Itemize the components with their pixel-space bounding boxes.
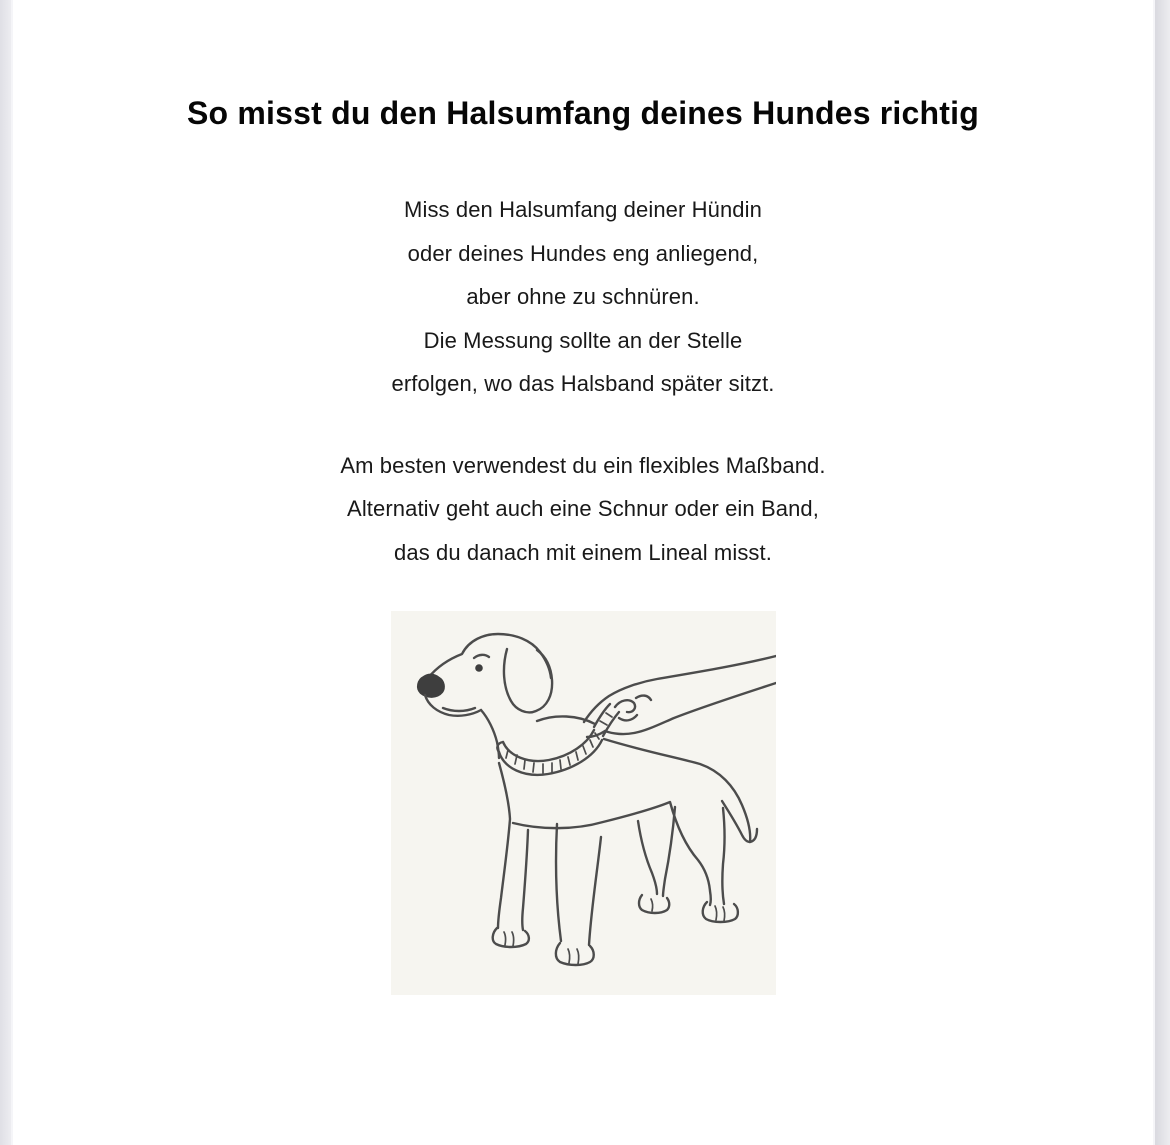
dog-head: [418, 634, 552, 758]
dog-tail: [604, 739, 757, 842]
intro-line: erfolgen, wo das Halsband später sitzt.: [391, 371, 775, 396]
dog-nose: [418, 675, 444, 697]
dog-eye: [475, 664, 483, 672]
measuring-tape: [497, 704, 619, 775]
dog-measuring-svg: [391, 611, 776, 995]
tips-line: Am besten verwendest du ein flexibles Maßband.: [340, 452, 826, 478]
dog-measuring-illustration: [391, 611, 776, 995]
page-content: [13, 0, 1153, 1145]
left-page-gutter: [0, 0, 13, 1145]
hand-holding-tape: [584, 656, 776, 737]
page-title: So misst du den Halsumfang deines Hundes richtig: [187, 95, 979, 131]
right-page-gutter: [1153, 0, 1170, 1145]
dog-ear: [503, 649, 551, 712]
dog-brow: [474, 655, 489, 658]
intro-line: Die Messung sollte an der Stelle: [423, 327, 743, 353]
dog-paws: [492, 895, 737, 965]
tips-line: Alternativ geht auch eine Schnur oder ein Band,: [347, 496, 819, 521]
intro-paragraph: [13, 188, 1153, 406]
intro-line: Miss den Halsumfang deiner Hündin: [404, 197, 762, 222]
dog-body: [498, 739, 757, 945]
tips-paragraph: [13, 444, 1153, 575]
tips-line: das du danach mit einem Lineal misst.: [394, 539, 772, 565]
intro-line: oder deines Hundes eng anliegend,: [407, 240, 759, 266]
intro-line: aber ohne zu schnüren.: [466, 284, 700, 309]
